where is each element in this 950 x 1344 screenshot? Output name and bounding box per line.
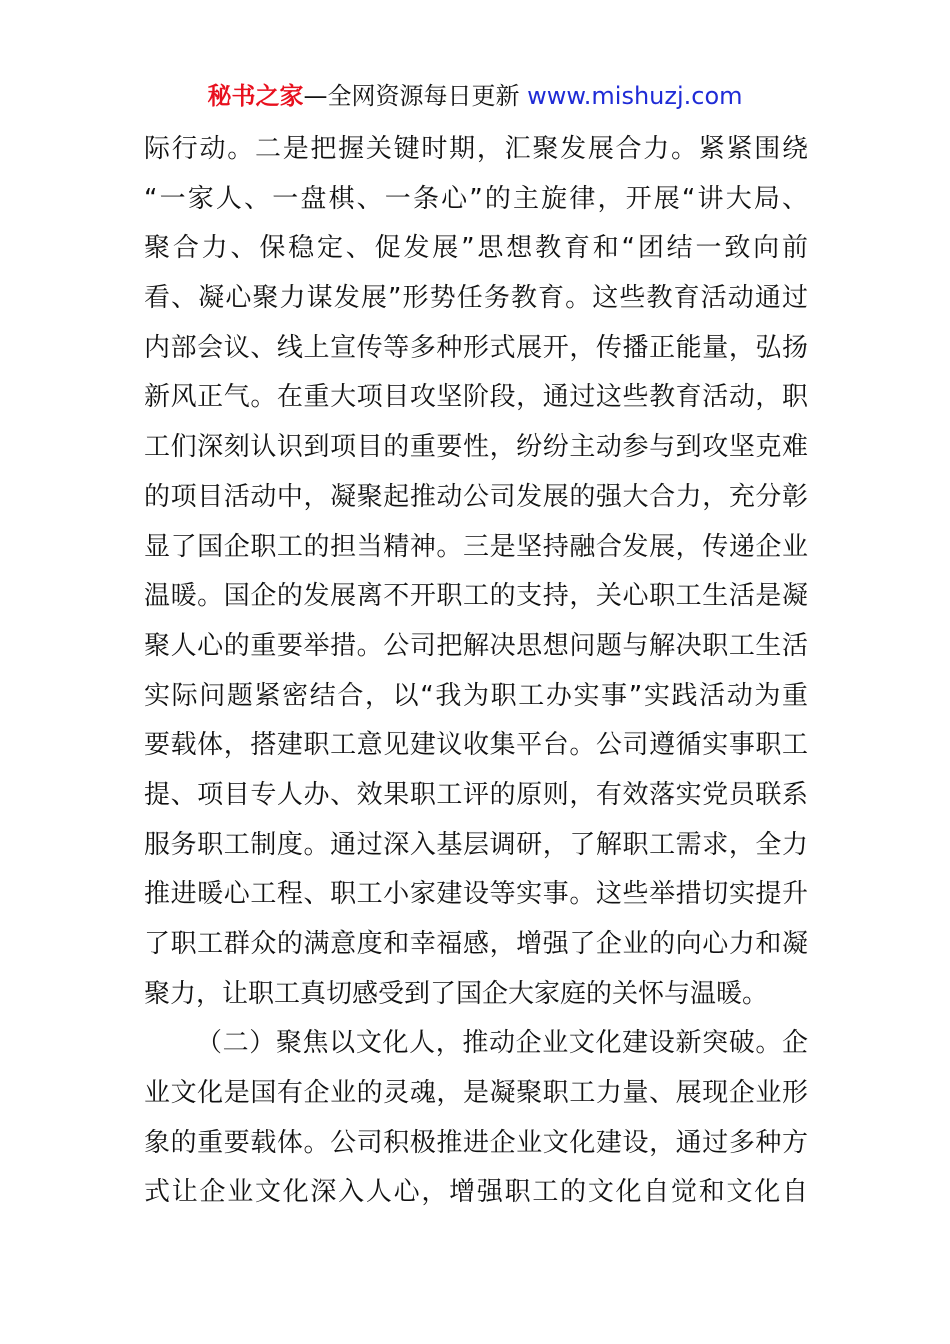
body-line: 了职工群众的满意度和幸福感，增强了企业的向心力和凝 (144, 929, 808, 959)
body-line: 的项目活动中，凝聚起推动公司发展的强大合力，充分彰 (144, 481, 808, 512)
section-heading-line: （二）聚焦以文化人，推动企业文化建设新突破。企 (196, 1028, 808, 1059)
body-line: 式让企业文化深入人心，增强职工的文化自觉和文化自 (144, 1177, 808, 1208)
body-line: 象的重要载体。公司积极推进企业文化建设，通过多种方 (144, 1127, 808, 1158)
body-line: 要载体，搭建职工意见建议收集平台。公司遵循实事职工 (144, 730, 808, 761)
site-brand: 秘书之家 (207, 82, 304, 110)
body-line: 新风正气。在重大项目攻坚阶段，通过这些教育活动，职 (144, 382, 808, 413)
site-tagline: —全网资源每日更新 (303, 82, 528, 110)
body-line: 推进暖心工程、职工小家建设等实事。这些举措切实提升 (144, 879, 808, 910)
body-line: 聚合力、保稳定、促发展”思想教育和“团结一致向前 (144, 233, 808, 264)
body-line: 显了国企职工的担当精神。三是坚持融合发展，传递企业 (144, 531, 808, 562)
body-line: 工们深刻认识到项目的重要性，纷纷主动参与到攻坚克难 (144, 432, 808, 463)
body-line: “一家人、一盘棋、一条心”的主旋律，开展“讲大局、 (144, 183, 808, 214)
body-line: 聚人心的重要举措。公司把解决思想问题与解决职工生活 (144, 630, 808, 661)
body-line: 服务职工制度。通过深入基层调研，了解职工需求，全力 (144, 829, 808, 860)
body-line: 聚力，让职工真切感受到了国企大家庭的关怀与温暖。 (144, 978, 769, 1009)
body-line: 业文化是国有企业的灵魂，是凝聚职工力量、展现企业形 (144, 1078, 808, 1109)
body-line: 实际问题紧密结合，以“我为职工办实事”实践活动为重 (144, 680, 808, 711)
body-line: 际行动。二是把握关键时期，汇聚发展合力。紧紧围绕 (144, 134, 808, 164)
site-url-link[interactable]: www.mishuzj.com (527, 82, 743, 110)
document-body (144, 125, 808, 1218)
site-header (0, 80, 950, 112)
body-line: 提、项目专人办、效果职工评的原则，有效落实党员联系 (144, 779, 808, 810)
body-line: 内部会议、线上宣传等多种形式展开，传播正能量，弘扬 (144, 332, 808, 363)
body-line: 温暖。国企的发展离不开职工的支持，关心职工生活是凝 (144, 581, 808, 612)
body-line: 看、凝心聚力谋发展”形势任务教育。这些教育活动通过 (144, 283, 808, 314)
